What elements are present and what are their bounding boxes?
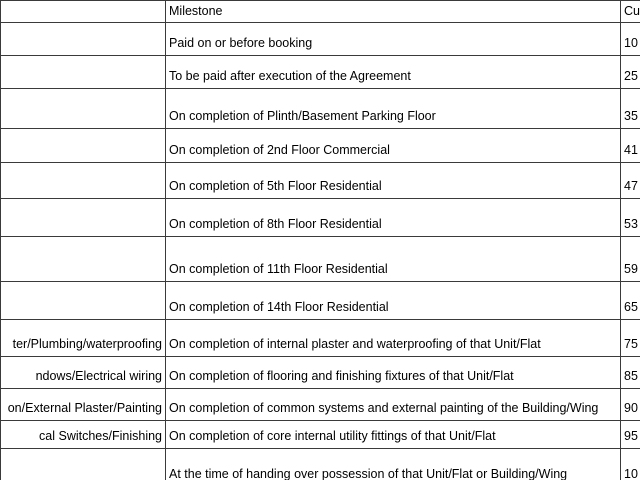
cumulative-cell[interactable]: 41: [621, 129, 640, 163]
milestone-cell[interactable]: On completion of Plinth/Basement Parking Floor: [166, 89, 621, 129]
stage-cell[interactable]: [1, 163, 166, 199]
table-row: [1, 89, 640, 129]
cumulative-cell[interactable]: 10: [621, 449, 640, 480]
cumulative-cell[interactable]: 95: [621, 421, 640, 449]
stage-cell[interactable]: ter/Plumbing/waterproofing: [1, 320, 166, 357]
header-cell-cumulative[interactable]: Cu: [621, 1, 640, 23]
milestone-cell[interactable]: On completion of 14th Floor Residential: [166, 282, 621, 320]
cumulative-cell[interactable]: 90: [621, 389, 640, 421]
milestone-cell[interactable]: On completion of flooring and finishing fixtures of that Unit/Flat: [166, 357, 621, 389]
stage-cell[interactable]: cal Switches/Finishing: [1, 421, 166, 449]
stage-cell[interactable]: [1, 449, 166, 480]
cumulative-cell[interactable]: 53: [621, 199, 640, 237]
milestone-cell[interactable]: On completion of internal plaster and waterproofing of that Unit/Flat: [166, 320, 621, 357]
table-row: [1, 282, 640, 320]
header-cell-milestone[interactable]: Milestone: [166, 1, 621, 23]
milestone-cell[interactable]: To be paid after execution of the Agreement: [166, 56, 621, 89]
milestone-cell[interactable]: On completion of 5th Floor Residential: [166, 163, 621, 199]
table-row: [1, 421, 640, 449]
cumulative-cell[interactable]: 65: [621, 282, 640, 320]
milestone-cell[interactable]: On completion of core internal utility fittings of that Unit/Flat: [166, 421, 621, 449]
stage-cell[interactable]: [1, 89, 166, 129]
stage-cell[interactable]: ndows/Electrical wiring: [1, 357, 166, 389]
table-row: [1, 237, 640, 282]
table-header-row: [1, 1, 640, 23]
cumulative-cell[interactable]: 25: [621, 56, 640, 89]
cumulative-cell[interactable]: 47: [621, 163, 640, 199]
table-row: [1, 357, 640, 389]
milestone-cell[interactable]: On completion of 8th Floor Residential: [166, 199, 621, 237]
cumulative-cell[interactable]: 35: [621, 89, 640, 129]
stage-cell[interactable]: [1, 282, 166, 320]
milestone-cell[interactable]: At the time of handing over possession of that Unit/Flat or Building/Wing: [166, 449, 621, 480]
milestone-cell[interactable]: On completion of 11th Floor Residential: [166, 237, 621, 282]
stage-cell[interactable]: [1, 237, 166, 282]
table-row: [1, 129, 640, 163]
cumulative-cell[interactable]: 75: [621, 320, 640, 357]
cumulative-cell[interactable]: 10: [621, 23, 640, 56]
cumulative-cell[interactable]: 85: [621, 357, 640, 389]
stage-cell[interactable]: on/External Plaster/Painting: [1, 389, 166, 421]
cumulative-cell[interactable]: 59: [621, 237, 640, 282]
header-cell-stage[interactable]: [1, 1, 166, 23]
table-row: [1, 449, 640, 480]
milestone-cell[interactable]: On completion of common systems and external painting of the Building/Wing: [166, 389, 621, 421]
table-row: [1, 56, 640, 89]
table-row: [1, 199, 640, 237]
milestone-cell[interactable]: Paid on or before booking: [166, 23, 621, 56]
table-row: [1, 23, 640, 56]
stage-cell[interactable]: [1, 23, 166, 56]
milestone-cell[interactable]: On completion of 2nd Floor Commercial: [166, 129, 621, 163]
stage-cell[interactable]: [1, 129, 166, 163]
stage-cell[interactable]: [1, 199, 166, 237]
table-row: [1, 163, 640, 199]
stage-cell[interactable]: [1, 56, 166, 89]
table-row: [1, 320, 640, 357]
table-row: [1, 389, 640, 421]
